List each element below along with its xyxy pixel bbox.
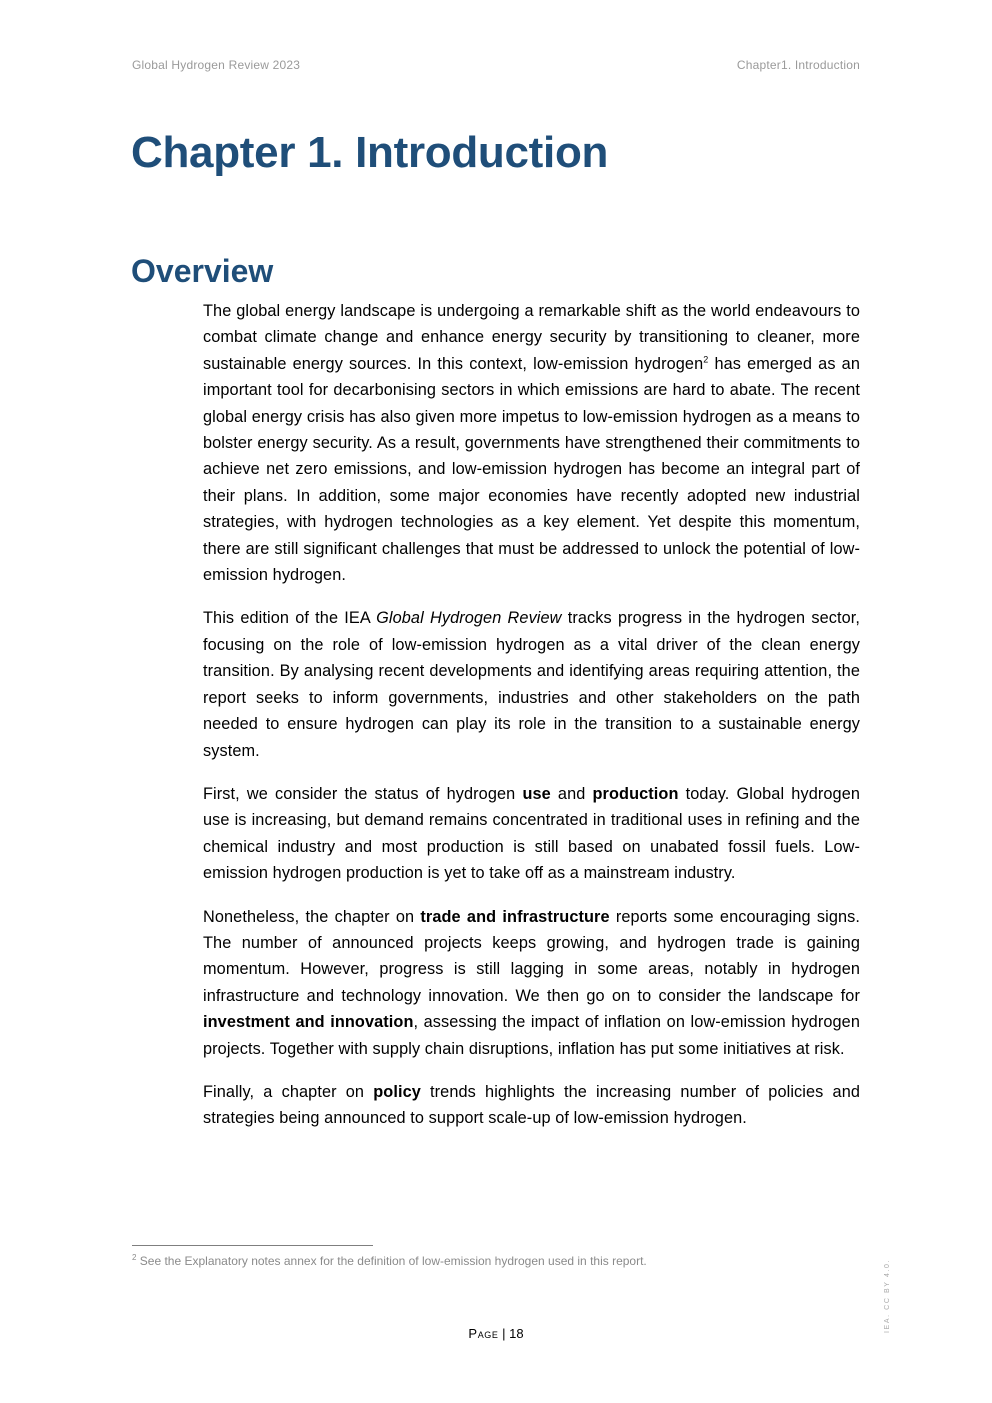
paragraph-3: First, we consider the status of hydrogen use and production today. Global hydrogen use is increasing, but demand remains concentrated in traditional uses in refining and the chemical industry and most production is still based on unabated fossil fuels. Low-emission hydrogen production is yet to take off as a mainstream industry.	[203, 784, 860, 883]
section-title: Overview	[131, 253, 274, 289]
paragraph-4: Nonetheless, the chapter on trade and infrastructure reports some encouraging signs. The number of announced projects keeps growing, and hydrogen trade is gaining momentum. However, progress is still lagging in some areas, notably in hydrogen infrastructure and technology innovation. We then go on to consider the landscape for investment and innovation, assessing the impact of inflation on low-emission hydrogen projects. Together with supply chain disruptions, inflation has put some initiatives at risk.	[203, 907, 860, 1058]
paragraph-1: The global energy landscape is undergoing a remarkable shift as the world endeavours to combat climate change and enhance energy security by transitioning to cleaner, more sustainable energy sources. In this context, low-emission hydrogen$^2$ has emerged as an important tool for decarbonising sectors in which emissions are hard to abate. The recent global energy crisis has also given more impetus to low-emission hydrogen as a means to bolster energy security. As a result, governments have strengthened their commitments to achieve net zero emissions, and low-emission hydrogen has become an integral part of their plans. In addition, some major economies have recently adopted new industrial strategies, with hydrogen technologies as a key element. Yet despite this momentum, there are still significant challenges that must be addressed to unlock the potential of low-emission hydrogen.	[203, 302, 860, 585]
page-number-value: 18	[509, 1326, 524, 1341]
page-label: Page	[468, 1326, 499, 1341]
footnote-text: See the Explanatory notes annex for the definition of low-emission hydrogen used in this report.	[136, 1254, 647, 1268]
keyword-investment-innovation: investment and innovation	[203, 1013, 414, 1032]
running-header	[132, 58, 860, 72]
keyword-trade-infrastructure: trade and infrastructure	[420, 907, 610, 926]
chapter-title: Chapter 1. Introduction	[131, 128, 609, 177]
footnote-divider	[132, 1245, 373, 1246]
report-title-italic: Global Hydrogen Review	[376, 609, 562, 628]
footnote	[132, 1254, 860, 1268]
license-stamp: IEA. CC BY 4.0.	[884, 1258, 891, 1333]
paragraph-2: This edition of the IEA Global Hydrogen Review tracks progress in the hydrogen sector, focusing on the role of low-emission hydrogen as a vital driver of the clean energy transition. By analysing recent developments and identifying areas requiring attention, the report seeks to inform governments, industries and other stakeholders on the path needed to ensure hydrogen can play its role in the transition to a sustainable energy system.	[203, 609, 860, 760]
paragraph-5: Finally, a chapter on policy trends highlights the increasing number of policies and strategies being announced to support scale-up of low-emission hydrogen.	[203, 1082, 861, 1128]
keyword-use: use	[522, 784, 551, 803]
keyword-production: production	[592, 784, 679, 803]
footnote-marker: 2	[132, 1253, 137, 1262]
keyword-policy: policy	[373, 1082, 421, 1101]
header-chapter-name: Chapter1. Introduction	[736, 58, 860, 72]
footnote-reference[interactable]: 2	[703, 354, 709, 365]
header-report-title: Global Hydrogen Review 2023	[132, 58, 301, 72]
page-number	[0, 1326, 992, 1341]
body-text	[203, 298, 860, 1149]
page-separator: |	[498, 1326, 510, 1341]
